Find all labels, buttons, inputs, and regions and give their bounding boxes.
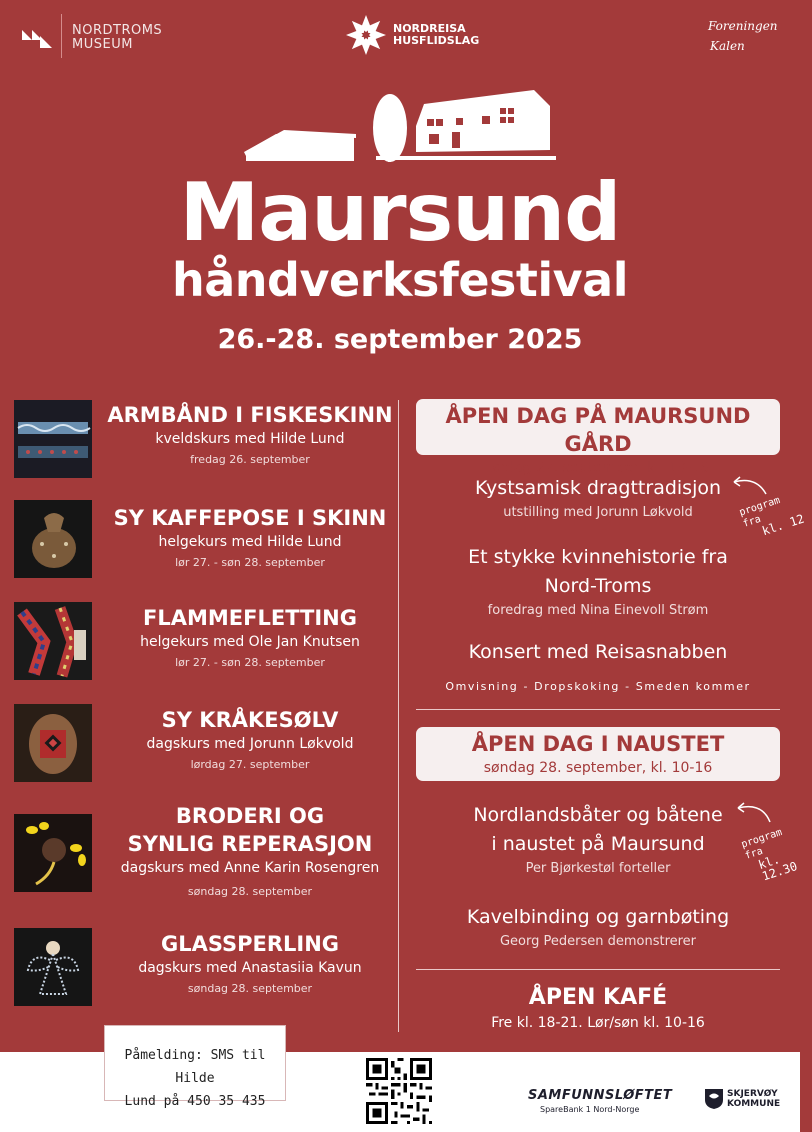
museum-line1: NORDTROMS <box>72 23 163 38</box>
event-title-line1: Et stykke kvinnehistorie fra <box>468 546 728 568</box>
course-date: søndag 28. september <box>187 982 313 995</box>
course-subtitle: helgekurs med Ole Jan Knutsen <box>140 634 360 650</box>
foreningen-kalen-logo <box>708 16 778 56</box>
fish-skin-bracelet-photo-icon <box>14 400 92 478</box>
cafe-hours: Fre kl. 18-21. Lør/søn kl. 10-16 <box>491 1015 705 1031</box>
course-date: lør 27. - søn 28. september <box>175 656 325 669</box>
program-note-line2: kl. 12 <box>760 511 806 539</box>
foreningen-line2: Kalen <box>710 39 745 53</box>
event-subtitle: utstilling med Jorunn Løkvold <box>503 505 693 520</box>
bead-angel-photo-icon <box>14 928 92 1006</box>
signup-line1: Påmelding: SMS til Hilde <box>124 1048 266 1086</box>
event-title-line2: i naustet på Maursund <box>491 833 705 855</box>
course-image-fish-skin <box>14 400 92 478</box>
course-title-line2: SYNLIG REPERASJON <box>127 832 373 856</box>
course-subtitle: dagskurs med Anastasiia Kavun <box>138 960 362 976</box>
event-subtitle: Georg Pedersen demonstrerer <box>499 934 697 949</box>
husflid-line2: HUSFLIDSLAG <box>393 34 480 47</box>
skjervoy-line1: SKJERVØY <box>727 1089 778 1099</box>
course-date: fredag 26. september <box>190 453 310 466</box>
course-flammefletting <box>100 604 400 673</box>
course-subtitle: dagskurs med Jorunn Løkvold <box>146 736 354 752</box>
event-kavelbinding <box>416 903 780 952</box>
skjervoy-shield-icon <box>704 1088 724 1110</box>
event-kystsamisk <box>416 474 780 523</box>
course-title: SY KRÅKESØLV <box>161 708 339 732</box>
curved-arrow-icon <box>730 474 770 498</box>
course-image-glassperling <box>14 928 92 1006</box>
festival-dates: 26.-28. september 2025 <box>217 324 583 355</box>
section-divider <box>416 709 780 710</box>
course-image-flammefletting <box>14 602 92 680</box>
open-day-gard-subtitle: lørdag 27. september, kl. 10-16 <box>487 460 709 476</box>
course-krakesolv <box>100 706 400 775</box>
husflidslag-star-icon <box>344 13 388 57</box>
course-date: lør 27. - søn 28. september <box>175 556 325 569</box>
course-title: FLAMMEFLETTING <box>143 606 357 630</box>
qr-code-icon[interactable] <box>366 1058 432 1124</box>
event-konsert <box>416 638 780 667</box>
signup-note <box>104 1025 286 1109</box>
leather-pouch-photo-icon <box>14 500 92 578</box>
foreningen-line1: Foreningen <box>708 19 778 33</box>
program-note-line1: program fra <box>740 826 784 862</box>
farm-buildings-illustration <box>244 86 556 166</box>
event-title: Konsert med Reisasnabben <box>468 641 728 663</box>
husflidslag-logo-text <box>393 23 479 47</box>
event-subtitle: Per Bjørkestøl forteller <box>525 861 671 876</box>
open-day-naust-title: ÅPEN DAG I NAUSTET <box>471 732 725 756</box>
course-armband <box>100 401 400 470</box>
event-title: Kavelbinding og garnbøting <box>466 906 730 928</box>
open-day-gard-banner <box>416 399 780 476</box>
course-date: lørdag 27. september <box>190 758 310 771</box>
museum-logo-text <box>72 24 162 52</box>
course-title: SY KAFFEPOSE I SKINN <box>113 506 387 530</box>
course-image-coffee-pouch <box>14 500 92 578</box>
curved-arrow-icon <box>734 800 774 826</box>
course-image-krakesolv <box>14 704 92 782</box>
program-note-line1: program fra <box>738 494 782 530</box>
course-glassperling <box>100 930 400 999</box>
festival-subtitle: håndverksfestival <box>172 253 628 307</box>
course-broderi <box>100 802 400 902</box>
nordtroms-museum-logo-icon <box>22 26 52 48</box>
event-nordlandsbater <box>416 801 780 879</box>
museum-line2: MUSEUM <box>72 37 133 52</box>
sparebank-logo-text: SpareBank 1 Nord-Norge <box>540 1105 640 1114</box>
cafe-section <box>416 983 780 1033</box>
skjervoy-kommune-logo <box>727 1089 780 1109</box>
braided-band-photo-icon <box>14 602 92 680</box>
event-title-line1: Nordlandsbåter og båtene <box>473 804 723 826</box>
open-day-naust-subtitle: søndag 28. september, kl. 10-16 <box>483 760 713 776</box>
embroidery-photo-icon <box>14 814 92 892</box>
course-image-broderi <box>14 814 92 892</box>
event-kvinnehistorie <box>416 543 780 621</box>
skjervoy-line2: KOMMUNE <box>727 1099 781 1109</box>
header-divider <box>61 14 62 58</box>
course-subtitle: kveldskurs med Hilde Lund <box>155 431 345 447</box>
activities-line: Omvisning - Dropskoking - Smeden kommer <box>445 680 751 693</box>
event-subtitle: foredrag med Nina Einevoll Strøm <box>487 603 709 618</box>
cafe-title: ÅPEN KAFÉ <box>528 985 668 1010</box>
column-divider <box>398 400 399 1032</box>
course-date: søndag 28. september <box>187 885 313 898</box>
program-note-line2: kl. 12.30 <box>756 852 800 884</box>
section-divider <box>416 969 780 970</box>
festival-title: Maursund <box>179 166 621 259</box>
samfunnsloftet-logo: SAMFUNNSLØFTET <box>528 1088 673 1103</box>
course-subtitle: dagskurs med Anne Karin Rosengren <box>120 860 380 876</box>
course-title: GLASSPERLING <box>160 932 340 956</box>
event-title-line2: Nord-Troms <box>544 575 652 597</box>
course-kaffepose <box>100 504 400 573</box>
husflid-line1: NORDREISA <box>393 22 466 35</box>
event-title: Kystsamisk dragttradisjon <box>474 477 722 499</box>
open-day-naust-banner <box>416 727 780 781</box>
signup-line2: Lund på 450 35 435 <box>124 1094 266 1109</box>
open-day-gard-title: ÅPEN DAG PÅ MAURSUND GÅRD <box>445 404 751 456</box>
silver-brooch-photo-icon <box>14 704 92 782</box>
course-subtitle: helgekurs med Hilde Lund <box>158 534 342 550</box>
course-title: ARMBÅND I FISKESKINN <box>107 403 393 427</box>
course-title-line1: BRODERI OG <box>175 804 325 828</box>
